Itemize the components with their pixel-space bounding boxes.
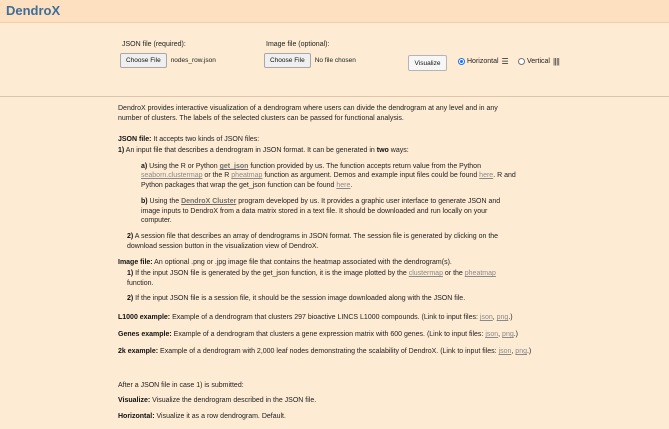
json-item-2-line-1 [127, 232, 498, 241]
get-json-link[interactable]: get_json [219, 163, 249, 170]
horizontal-radio-option[interactable] [458, 57, 508, 66]
horizontal-label: Horizontal [467, 58, 499, 65]
vertical-label: Vertical [527, 58, 550, 65]
intro-line-2: number of clusters. The labels of the selected clusters can be passed for functional analysis. [118, 115, 404, 122]
json-item-b-line-2: image inputs to DendroX from a data matrix stored in a text file. It should be downloaded and run locally on your [141, 208, 488, 215]
here-link-packages[interactable]: here [336, 182, 351, 189]
item-a-text-7: . [350, 182, 353, 189]
json-file-name: nodes_row.json [170, 56, 216, 64]
vertical-radio-option[interactable] [518, 57, 559, 66]
json-item-1-text: An input file that describes a dendrogram in JSON format. It can be generated in [124, 147, 377, 154]
json-file-title: JSON file: [118, 136, 152, 143]
k2-text: Example of a dendrogram with 2,000 leaf nodes demonstrating the scalability of DendroX. (Link to input files: [158, 348, 499, 355]
bars-vertical-icon: |||| [552, 57, 560, 66]
l1000-json-link[interactable]: json [479, 314, 493, 321]
genes-sep: , [498, 331, 503, 338]
visualize-description [118, 396, 316, 405]
genes-title: Genes example: [118, 331, 172, 338]
k2-sep: , [511, 348, 516, 355]
json-item-2-line-2: download session button in the visualization view of DendroX. [127, 243, 319, 250]
item-a-text-5: . R and [493, 172, 516, 179]
genes-json-link[interactable]: json [485, 331, 499, 338]
image-file-text: An optional .png or .jpg image file that contains the heatmap associated with the dendrogram(s). [152, 259, 452, 266]
pheatmap-link[interactable]: pheatmap [231, 172, 263, 179]
json-item-b-line-1 [141, 197, 500, 206]
image-item-2 [127, 294, 465, 303]
json-file-text: It accepts two kinds of JSON files: [151, 136, 260, 143]
item-a-text-1: Using the R or Python [147, 163, 220, 170]
json-item-2-text: A session file that describes an array of dendrograms in JSON format. The session file is generated by clicking on the [133, 233, 499, 240]
dendrox-cluster-link[interactable]: DendroX Cluster [181, 198, 237, 205]
json-item-a-line-2 [141, 171, 516, 180]
image-file-label: Image file (optional): [266, 41, 330, 48]
json-item-a-line-3 [141, 181, 352, 190]
genes-png-link[interactable]: png [502, 331, 514, 338]
image-item-2-num: 2) [127, 295, 134, 302]
json-file-label: JSON file (required): [122, 41, 186, 48]
item-b-text-1: Using the [147, 198, 182, 205]
l1000-png-link[interactable]: png [496, 314, 509, 321]
image-item-2-text: If the input JSON file is a session file, it should be the session image downloaded along with the JSON file. [133, 295, 466, 302]
json-item-b-line-3: computer. [141, 217, 172, 224]
k2-example [118, 347, 566, 356]
k2-json-link[interactable]: json [498, 348, 512, 355]
after-intro: After a JSON file in case 1) is submitted: [118, 382, 244, 389]
image-file-name: No file chosen [314, 56, 356, 64]
intro-line-1: DendroX provides interactive visualization of a dendrogram where users can divide the dendrogram at any level and in any [118, 105, 498, 112]
item-a-text-3: or the R [202, 172, 232, 179]
item-a-text-2: function provided by us. The function accepts return value from the Python [248, 163, 481, 170]
image-choose-file-button[interactable]: Choose File [264, 53, 311, 68]
controls-bar [0, 41, 669, 81]
image-file-input[interactable] [264, 53, 356, 67]
image-item-1-line-2: function. [127, 280, 154, 287]
json-choose-file-button[interactable]: Choose File [120, 53, 167, 68]
l1000-title: L1000 example: [118, 314, 171, 321]
item-a-label: a) [141, 163, 148, 170]
bars-horizontal-icon: ☰ [501, 57, 509, 66]
horizontal-title: Horizontal: [118, 413, 155, 420]
horizontal-description [118, 412, 286, 421]
genes-example [118, 330, 518, 339]
image-file-title: Image file: [118, 259, 153, 266]
pheatmap-link-2[interactable]: pheatmap [464, 270, 496, 277]
json-item-1-post: ways: [388, 147, 409, 154]
app-title: DendroX [6, 3, 61, 18]
json-item-1-bold: two [376, 147, 389, 154]
k2-title: 2k example: [118, 348, 159, 355]
image-item-1-num: 1) [127, 270, 134, 277]
horizontal-radio[interactable] [458, 58, 465, 65]
l1000-sep: , [492, 314, 497, 321]
seaborn-clustermap-link[interactable]: seaborn.clustermap [141, 172, 203, 179]
genes-close: .) [513, 331, 519, 338]
json-item-1 [118, 146, 409, 155]
vertical-radio[interactable] [518, 58, 525, 65]
json-file-heading [118, 135, 259, 144]
item-b-text-2: program developed by us. It provides a graphic user interface to generate JSON and [236, 198, 501, 205]
json-file-input[interactable] [120, 53, 216, 67]
visualize-button[interactable]: Visualize [408, 55, 447, 71]
item-a-text-6: Python packages that wrap the get_json function can be found [141, 182, 337, 189]
title-bar [0, 0, 669, 23]
clustermap-link[interactable]: clustermap [408, 270, 443, 277]
json-item-a-line-1 [141, 162, 481, 171]
json-item-1-num: 1) [118, 147, 125, 154]
image-item-1-line-1 [127, 269, 496, 278]
l1000-example [118, 313, 513, 322]
k2-close: .) [526, 348, 532, 355]
k2-png-link[interactable]: png [515, 348, 527, 355]
divider [0, 96, 669, 97]
l1000-text: Example of a dendrogram that clusters 297 bioactive LINCS L1000 compounds. (Link to input files: [170, 314, 480, 321]
genes-text: Example of a dendrogram that clusters a gene expression matrix with 600 genes. (Link to input files: [171, 331, 486, 338]
visualize-text: Visualize the dendrogram described in the JSON file. [150, 397, 317, 404]
image-file-heading [118, 258, 452, 267]
image-item-1-text: If the input JSON file is generated by the get_json function, it is the image plotted by the [133, 270, 409, 277]
item-a-text-4: function as argument. Demos and example input files could be found [262, 172, 480, 179]
item-b-label: b) [141, 198, 148, 205]
l1000-close: .) [508, 314, 513, 321]
image-item-1-or: or the [442, 270, 465, 277]
here-link-demos[interactable]: here [479, 172, 494, 179]
horizontal-text: Visualize it as a row dendrogram. Default. [154, 413, 286, 420]
json-item-2-num: 2) [127, 233, 134, 240]
visualize-title: Visualize: [118, 397, 151, 404]
